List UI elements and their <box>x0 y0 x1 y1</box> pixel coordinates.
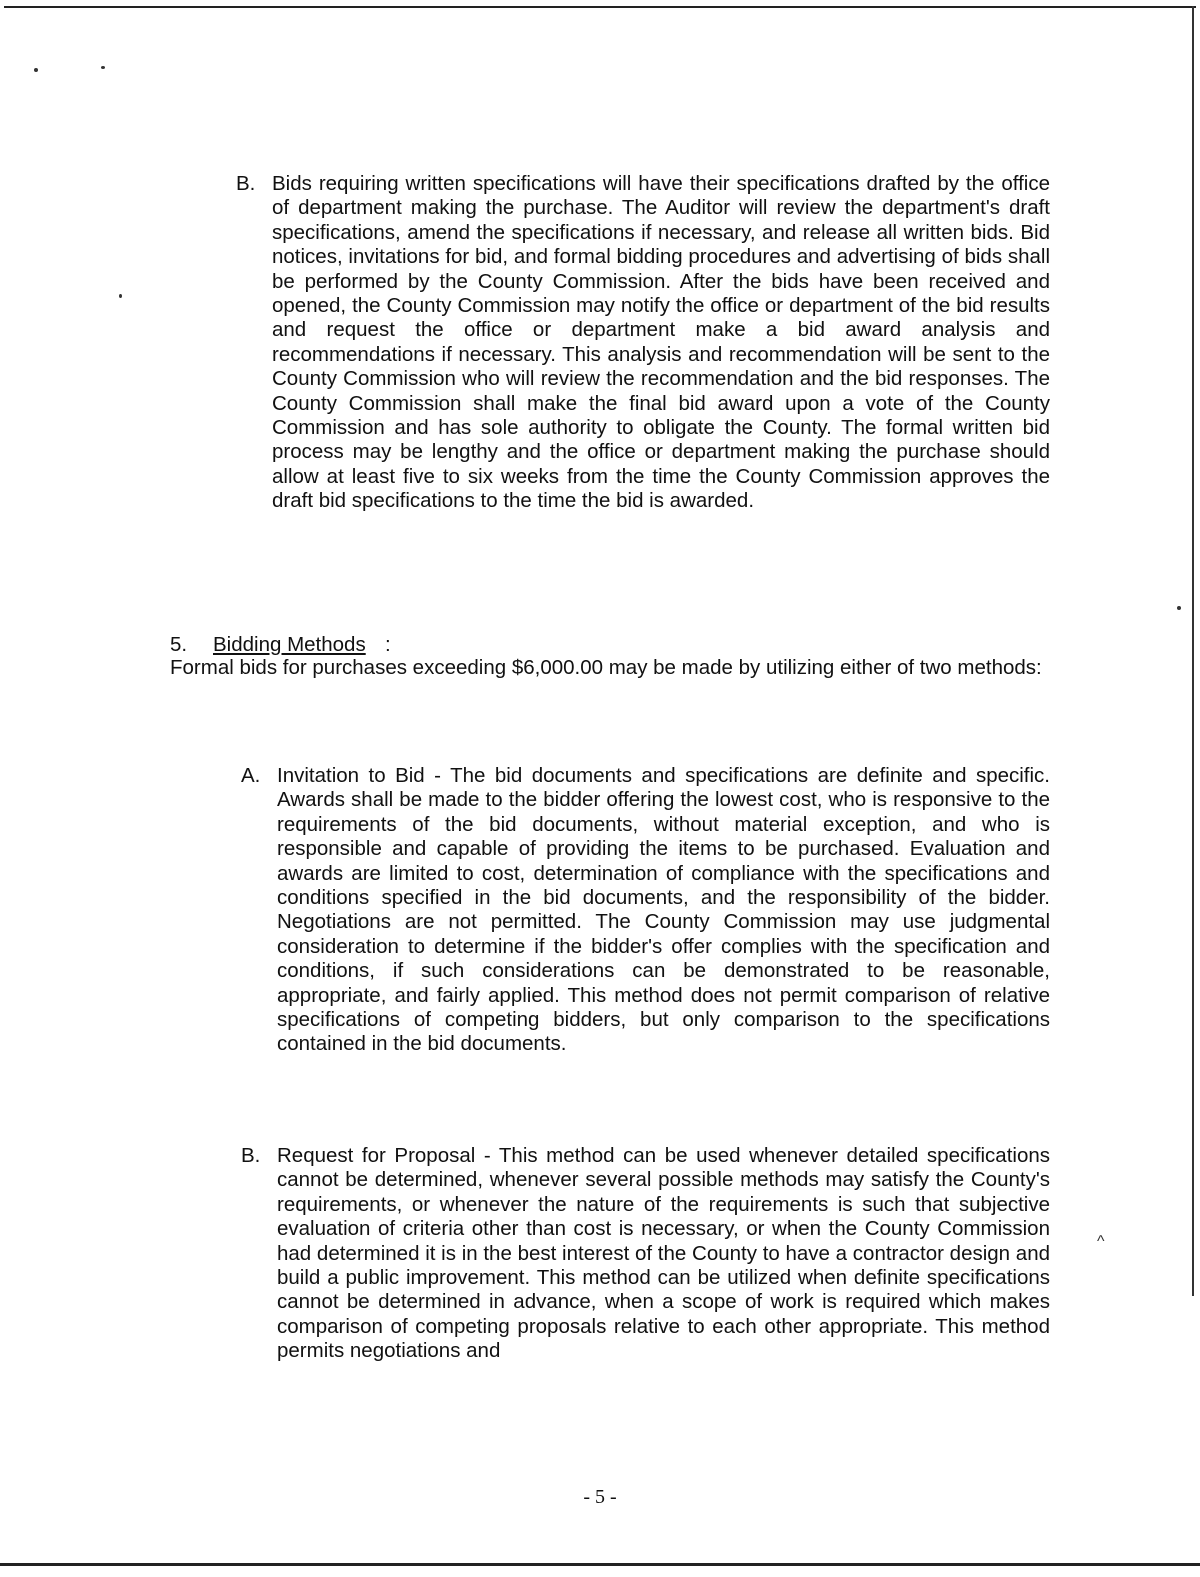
section-title-text: Bidding Methods <box>213 633 366 656</box>
section-title <box>213 633 366 657</box>
paragraph-text: Bids requiring written specifications will have their specifications drafted by the office of department making the purchase. The Auditor will review the department's draft specifications, amend the specifications if necessary, and release all written bids. Bid notices, invitations for bid, and formal bidding procedures and advertising of bids shall be performed by the County Commission. After the bids have been received and opened, the County Commission may notify the office or department of the bid results and request the office or department make a bid award analysis and recommendations if necessary. This analysis and recommendation will be sent to the County Commission who will review the recommendation and the bid responses. The County Commission shall make the final bid award upon a vote of the County Commission and has sole authority to obligate the County. The formal written bid process may be lengthy and the office or department making the purchase should allow at least five to six weeks from the time the County Commission approves the draft bid specifications to the time the bid is awarded. <box>272 172 1050 513</box>
list-marker: B. <box>236 172 256 195</box>
section-b-upper <box>236 172 1056 602</box>
scan-speck <box>119 294 122 298</box>
list-marker: B. <box>241 1144 261 1167</box>
page-number: - 5 - <box>583 1486 617 1508</box>
section-number: 5. <box>170 633 188 656</box>
paragraph-text: Request for Proposal - This method can be used whenever detailed specifications cannot be determined, whenever several possible methods may satisfy the County's requirements, or whenever the nature of the requirements is such that subjective evaluation of criteria other than cost is necessary, or when the County Commission had determined it is in the best interest of the County to have a contractor design and build a public improvement. This method can be utilized when definite specifications cannot be determined in advance, when a scope of work is required which makes comparison of competing proposals relative to each other appropriate. This method permits negotiations and <box>277 1144 1050 1363</box>
method-a <box>241 764 1056 1114</box>
paragraph-text: Invitation to Bid - The bid documents and specifications are definite and specific. Awards shall be made to the bidder offering the lowest cost, who is responsive to the requirements of the bid documents, without material exception, and who is responsible and capable of providing the items to be purchased. Evaluation and awards are limited to cost, determination of compliance with the specifications and conditions specified in the bid documents, and the responsibility of the bidder. Negotiations are not permitted. The County Commission may use judgmental consideration to determine if the bidder's offer complies with the specification and conditions, if such considerations can be demonstrated to be reasonable, appropriate, and fairly applied. This method does not permit comparison of relative specifications of competing bidders, but only comparison to the specifications contained in the bid documents. <box>277 764 1050 1056</box>
scan-speck <box>1177 606 1181 610</box>
intro-paragraph: Formal bids for purchases exceeding $6,000.00 may be made by utilizing either of two methods: <box>170 656 1042 679</box>
scan-edge-top <box>4 6 1196 8</box>
scan-edge-bottom <box>0 1563 1200 1566</box>
scan-speck <box>34 68 38 72</box>
scan-speck <box>101 66 105 69</box>
section-title-colon: : <box>385 633 391 656</box>
list-marker: A. <box>241 764 261 787</box>
method-b <box>241 1144 1056 1414</box>
scan-mark: ^ <box>1097 1233 1105 1250</box>
scan-edge-right <box>1192 6 1194 1296</box>
